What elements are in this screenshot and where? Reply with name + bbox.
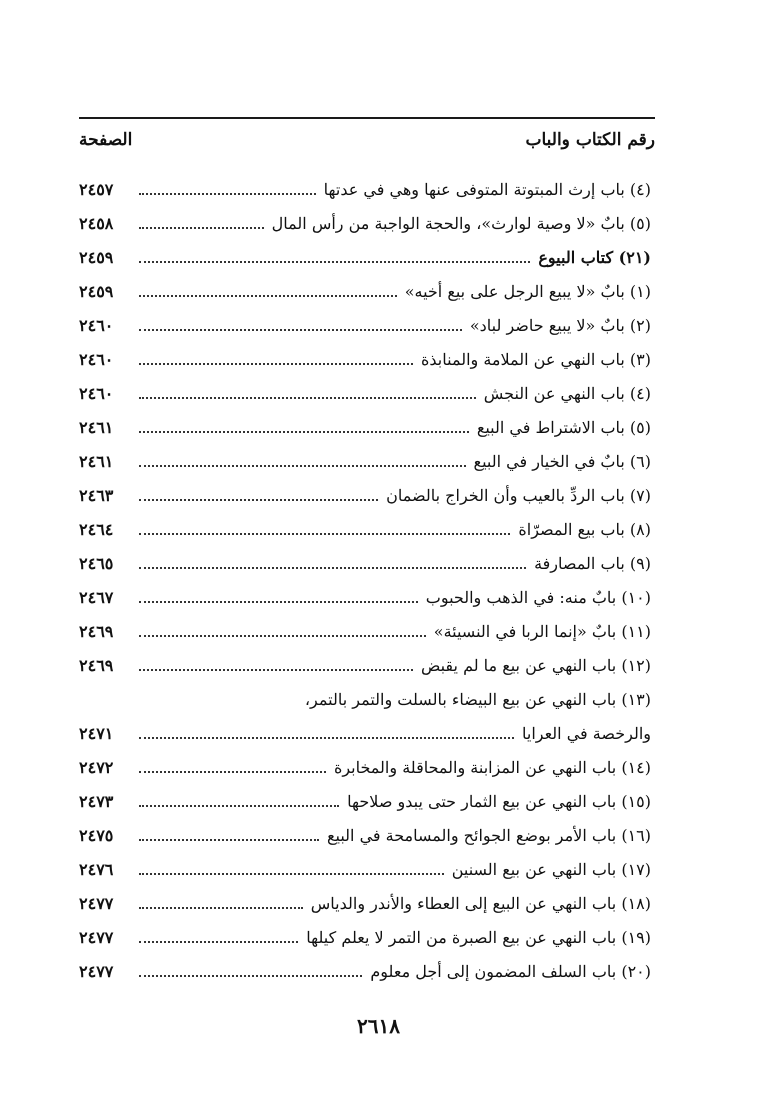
toc-entry-page: ٢٤٧٣ <box>79 791 114 811</box>
toc-entry-page: ٢٤٧١ <box>79 723 114 743</box>
toc-entry-page: ٢٤٦٠ <box>79 315 114 335</box>
dot-leader <box>139 311 462 331</box>
dot-leader <box>139 923 298 943</box>
toc-entry-page: ٢٤٥٩ <box>79 247 114 267</box>
toc-entry-page: ٢٤٦٠ <box>79 349 114 369</box>
toc-entry-page: ٢٤٧٧ <box>79 893 114 913</box>
toc-entry-row <box>79 478 655 512</box>
toc-entry-page: ٢٤٦٧ <box>79 587 114 607</box>
header-rule <box>79 117 655 119</box>
dot-leader <box>139 787 339 807</box>
toc-entry-row <box>79 308 655 342</box>
toc-entry-page: ٢٤٧٧ <box>79 961 114 981</box>
toc-entry-page: ٢٤٧٢ <box>79 757 114 777</box>
header-section-title: رقم الكتاب والباب <box>525 130 655 150</box>
toc-entry-page: ٢٤٥٩ <box>79 281 114 301</box>
toc-entry-page: ٢٤٦٤ <box>79 519 114 539</box>
dot-leader <box>139 515 510 535</box>
toc-entry-row <box>79 342 655 376</box>
toc-entry-title: (٩) باب المصارفة <box>534 553 651 573</box>
toc-entry-row <box>79 512 655 546</box>
toc-entry-row <box>79 954 655 988</box>
dot-leader <box>139 583 418 603</box>
toc-entry-title: (١٩) باب النهي عن بيع الصبرة من التمر لا يعلم كيلها <box>306 927 651 947</box>
toc-entry-row <box>79 206 655 240</box>
toc-entry-row <box>79 172 655 206</box>
dot-leader <box>139 651 413 671</box>
toc-chapter-row <box>79 240 655 274</box>
toc-entry-row <box>79 682 655 716</box>
toc-entry-page: ٢٤٦٩ <box>79 621 114 641</box>
toc-entry-row <box>79 750 655 784</box>
toc-entry-row <box>79 614 655 648</box>
toc-entry-row <box>79 376 655 410</box>
toc-entry-row <box>79 716 655 750</box>
toc-header <box>79 122 655 158</box>
toc-entry-title: (٨) باب بيع المصرّاة <box>518 519 651 539</box>
dot-leader <box>139 889 303 909</box>
toc-entry-row <box>79 920 655 954</box>
dot-leader <box>139 753 326 773</box>
table-of-contents <box>79 172 655 988</box>
toc-entry-page: ٢٤٧٧ <box>79 927 114 947</box>
toc-entry-page: ٢٤٦٥ <box>79 553 114 573</box>
toc-entry-title: (٤) باب النهي عن النجش <box>483 383 651 403</box>
header-page-title: الصفحة <box>79 130 133 150</box>
toc-entry-title: (٢) بابٌ «لا يبيع حاضر لباد» <box>469 315 651 335</box>
toc-entry-row <box>79 648 655 682</box>
toc-entry-row <box>79 852 655 886</box>
toc-entry-title: (١٦) باب الأمر بوضع الجوائح والمسامحة في البيع <box>327 825 651 845</box>
dot-leader <box>139 413 469 433</box>
toc-entry-title: (٥) بابٌ «لا وصية لوارث»، والحجة الواجبة من رأس المال <box>271 213 651 233</box>
dot-leader <box>139 277 397 297</box>
toc-entry-title: (٧) باب الردِّ بالعيب وأن الخراج بالضمان <box>386 485 651 505</box>
toc-entry-title: (٦) بابٌ في الخيار في البيع <box>473 451 651 471</box>
dot-leader <box>139 549 526 569</box>
toc-entry-page: ٢٤٦١ <box>79 417 114 437</box>
dot-leader <box>139 481 378 501</box>
toc-entry-row <box>79 444 655 478</box>
dot-leader <box>139 345 413 365</box>
toc-entry-title: (٢٠) باب السلف المضمون إلى أجل معلوم <box>370 961 651 981</box>
toc-entry-page: ٢٤٧٥ <box>79 825 114 845</box>
toc-entry-title: (١) بابٌ «لا يبيع الرجل على بيع أخيه» <box>404 281 651 301</box>
dot-leader <box>139 209 264 229</box>
toc-entry-title: والرخصة في العرايا <box>521 723 651 743</box>
toc-entry-page: ٢٤٦٣ <box>79 485 114 505</box>
toc-entry-title: (٣) باب النهي عن الملامة والمنابذة <box>421 349 651 369</box>
toc-entry-row <box>79 580 655 614</box>
toc-entry-page: ٢٤٥٧ <box>79 179 114 199</box>
toc-entry-row <box>79 886 655 920</box>
dot-leader <box>139 855 444 875</box>
toc-entry-title: (١٨) باب النهي عن البيع إلى العطاء والأندر والدياس <box>310 893 651 913</box>
toc-entry-row <box>79 546 655 580</box>
toc-entry-row <box>79 784 655 818</box>
toc-entry-page: ٢٤٦٩ <box>79 655 114 675</box>
dot-leader <box>139 957 362 977</box>
dot-leader <box>139 243 530 263</box>
dot-leader <box>139 175 316 195</box>
toc-entry-page: ٢٤٥٨ <box>79 213 114 233</box>
toc-entry-title: (١٣) باب النهي عن بيع البيضاء بالسلت والتمر بالتمر، <box>304 689 651 709</box>
toc-entry-title: (١٤) باب النهي عن المزابنة والمحاقلة والمخابرة <box>333 757 651 777</box>
dot-leader <box>139 719 514 739</box>
toc-entry-page: ٢٤٦١ <box>79 451 114 471</box>
toc-entry-title: (١١) بابٌ «إنما الربا في النسيئة» <box>433 621 651 641</box>
toc-entry-title: (٢١) كتاب البيوع <box>538 247 651 267</box>
dot-leader <box>139 821 319 841</box>
toc-entry-title: (١٢) باب النهي عن بيع ما لم يقبض <box>421 655 651 675</box>
toc-entry-page: ٢٤٦٠ <box>79 383 114 403</box>
dot-leader <box>139 447 466 467</box>
toc-entry-row <box>79 818 655 852</box>
toc-entry-title: (١٥) باب النهي عن بيع الثمار حتى يبدو صلاحها <box>347 791 651 811</box>
page-number: ٢٦١٨ <box>357 1014 400 1038</box>
toc-entry-page: ٢٤٧٦ <box>79 859 114 879</box>
toc-entry-title: (٥) باب الاشتراط في البيع <box>476 417 651 437</box>
toc-entry-title: (١٧) باب النهي عن بيع السنين <box>451 859 651 879</box>
dot-leader <box>139 617 426 637</box>
toc-entry-row <box>79 410 655 444</box>
toc-entry-title: (٤) باب إرث المبتوتة المتوفى عنها وهي في عدتها <box>323 179 651 199</box>
toc-entry-row <box>79 274 655 308</box>
dot-leader <box>139 379 476 399</box>
toc-entry-title: (١٠) بابٌ منه: في الذهب والحبوب <box>425 587 651 607</box>
